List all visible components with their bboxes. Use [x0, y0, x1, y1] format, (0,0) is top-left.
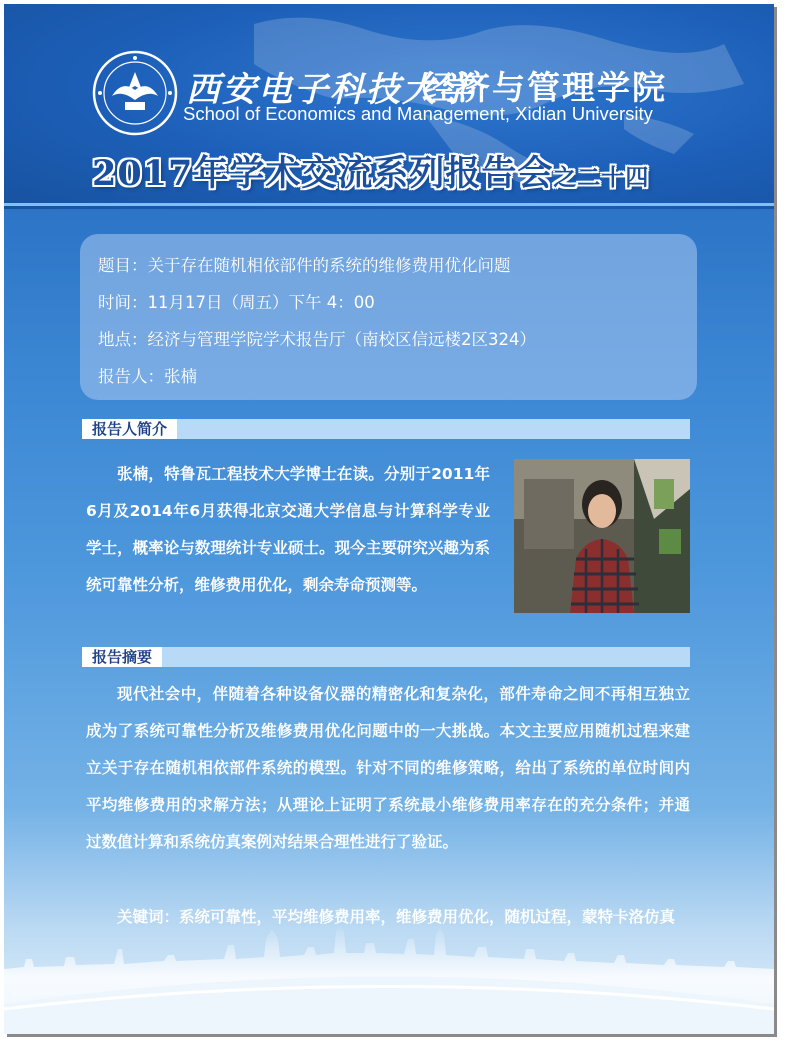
school-name-en: School of Economics and Management, Xidian University — [183, 103, 653, 124]
talk-location: 地点：经济与管理学院学术报告厅（南校区信远楼2区324） — [98, 330, 536, 349]
talk-time: 时间：11月17日（周五）下午 4：00 — [98, 293, 375, 312]
school-name-cn: 经济与管理学院 — [422, 68, 667, 107]
speaker-bio: 张楠，特鲁瓦工程技术大学博士在读。分别于2011年6月及2014年6月获得北京交通大学信息与计算科学专业学士，概率论与数理统计专业硕士。现今主要研究兴趣为系统可靠性分析，维修费用优化，剩余寿命预测等。 — [86, 465, 490, 594]
bio-section-bar — [82, 419, 690, 439]
talk-speaker: 报告人：张楠 — [98, 367, 197, 386]
talk-title: 题目：关于存在随机相依部件的系统的维修费用优化问题 — [98, 256, 511, 275]
abstract-section-label: 报告摘要 — [82, 647, 162, 667]
abstract-text: 现代社会中，伴随着各种设备仪器的精密化和复杂化，部件寿命之间不再相互独立成为了系统可靠性分析及维修费用优化问题中的一大挑战。本文主要应用随机过程来建立关于存在随机相依部件系统的模型。针对不同的维修策略，给出了系统的单位时间内平均维修费用的求解方法；从理论上证明了系统最小维修费用率存在的充分条件；并通过数值计算和系统仿真案例对结果合理性进行了验证。 — [86, 685, 690, 851]
speaker-photo — [514, 459, 690, 613]
bio-section-label: 报告人简介 — [82, 419, 177, 439]
poster — [4, 4, 774, 1034]
header-banner — [4, 4, 774, 209]
series-title-main: 2017年学术交流系列报告会 — [92, 153, 554, 194]
keywords-text: 系统可靠性，平均维修费用率，维修费用优化，随机过程，蒙特卡洛仿真 — [179, 908, 676, 926]
series-title-suffix: 之二十四 — [553, 165, 650, 191]
talk-info-box — [80, 234, 697, 400]
university-logo — [92, 50, 178, 136]
keywords-label: 关键词： — [117, 908, 180, 926]
city-skyline-graphic — [4, 909, 774, 1034]
header-divider — [4, 203, 774, 206]
abstract-section-bar — [82, 647, 690, 667]
university-name-cn: 西安电子科技大学 — [186, 70, 474, 110]
series-title — [92, 146, 649, 196]
speaker-photo-graphic — [514, 459, 690, 613]
